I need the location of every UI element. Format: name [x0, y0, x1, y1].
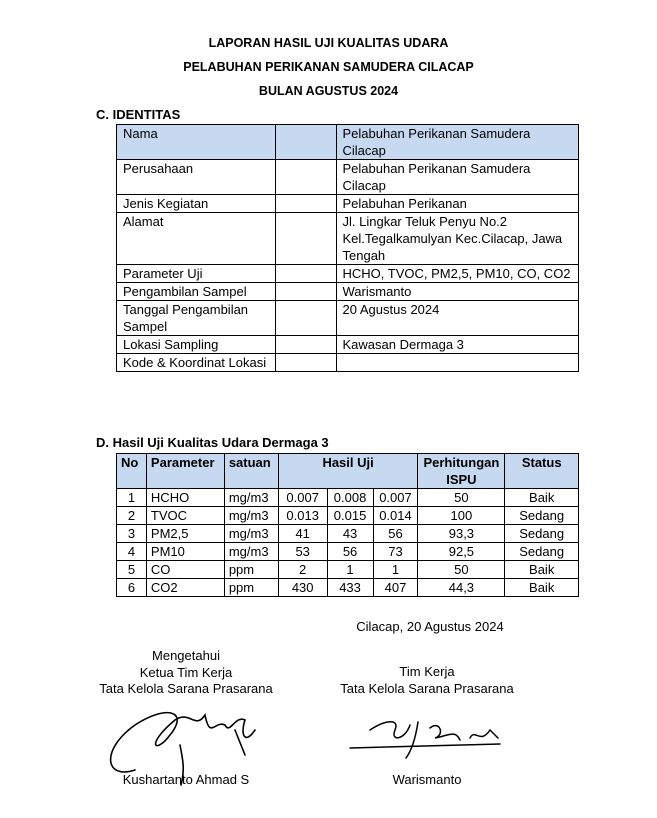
identitas-spacer — [275, 160, 336, 195]
right-sign-line2: Tata Kelola Sarana Prasarana — [340, 680, 514, 696]
hasil-table — [116, 453, 579, 597]
header-no: No — [117, 454, 147, 489]
hasil-row — [117, 525, 579, 543]
hasil-cell-satuan: ppm — [224, 579, 278, 597]
hasil-row — [117, 579, 579, 597]
hasil-cell-satuan: mg/m3 — [224, 507, 278, 525]
identitas-value: Kawasan Dermaga 3 — [336, 336, 579, 354]
identitas-label: Kode & Koordinat Lokasi — [117, 354, 276, 372]
left-sign-line1: Mengetahui — [152, 648, 220, 663]
hasil-row — [117, 489, 579, 507]
identitas-label: Alamat — [117, 213, 276, 265]
hasil-cell-h2: 433 — [327, 579, 373, 597]
right-signatory-block — [327, 664, 527, 697]
hasil-cell-h3: 0.014 — [373, 507, 418, 525]
identitas-value: 20 Agustus 2024 — [336, 301, 579, 336]
identitas-spacer — [275, 283, 336, 301]
identitas-spacer — [275, 125, 336, 160]
header-hasil-uji: Hasil Uji — [278, 454, 418, 489]
identitas-value — [336, 354, 579, 372]
hasil-cell-satuan: mg/m3 — [224, 543, 278, 561]
identitas-value: Pelabuhan Perikanan — [336, 195, 579, 213]
hasil-cell-h3: 407 — [373, 579, 418, 597]
hasil-cell-satuan: ppm — [224, 561, 278, 579]
hasil-cell-h2: 56 — [327, 543, 373, 561]
hasil-row — [117, 561, 579, 579]
left-sign-line3: Tata Kelola Sarana Prasarana — [99, 681, 273, 696]
header-status: Status — [505, 454, 579, 489]
hasil-cell-no: 4 — [117, 543, 147, 561]
hasil-cell-status: Baik — [505, 489, 579, 507]
section-identitas-heading: C. IDENTITAS — [96, 107, 181, 122]
identitas-row — [117, 213, 579, 265]
identitas-spacer — [275, 195, 336, 213]
hasil-row — [117, 507, 579, 525]
identitas-label: Tanggal Pengambilan Sampel — [117, 301, 276, 336]
hasil-cell-no: 5 — [117, 561, 147, 579]
identitas-value: HCHO, TVOC, PM2,5, PM10, CO, CO2 — [336, 265, 579, 283]
hasil-cell-h1: 41 — [278, 525, 327, 543]
hasil-cell-satuan: mg/m3 — [224, 489, 278, 507]
identitas-row — [117, 283, 579, 301]
hasil-cell-status: Sedang — [505, 525, 579, 543]
hasil-cell-parameter: HCHO — [146, 489, 224, 507]
hasil-cell-h3: 73 — [373, 543, 418, 561]
report-title: LAPORAN HASIL UJI KUALITAS UDARA — [208, 36, 449, 50]
hasil-cell-h3: 1 — [373, 561, 418, 579]
identitas-label: Nama — [117, 125, 276, 160]
hasil-cell-satuan: mg/m3 — [224, 525, 278, 543]
hasil-row — [117, 543, 579, 561]
hasil-cell-ispu: 93,3 — [418, 525, 505, 543]
identitas-value: Jl. Lingkar Teluk Penyu No.2 Kel.Tegalkamulyan Kec.Cilacap, Jawa Tengah — [336, 213, 579, 265]
hasil-cell-ispu: 50 — [418, 489, 505, 507]
hasil-cell-ispu: 44,3 — [418, 579, 505, 597]
hasil-cell-status: Baik — [505, 579, 579, 597]
hasil-cell-status: Sedang — [505, 507, 579, 525]
identitas-spacer — [275, 354, 336, 372]
identitas-row — [117, 160, 579, 195]
identitas-spacer — [275, 265, 336, 283]
identitas-table — [116, 124, 579, 372]
place-date: Cilacap, 20 Agustus 2024 — [356, 619, 504, 634]
hasil-cell-parameter: PM10 — [146, 543, 224, 561]
hasil-cell-parameter: PM2,5 — [146, 525, 224, 543]
hasil-cell-h1: 0.007 — [278, 489, 327, 507]
hasil-cell-ispu: 92,5 — [418, 543, 505, 561]
right-handwritten-signature — [340, 700, 520, 760]
identitas-value: Pelabuhan Perikanan Samudera Cilacap — [336, 125, 579, 160]
hasil-cell-ispu: 50 — [418, 561, 505, 579]
identitas-spacer — [275, 336, 336, 354]
hasil-cell-h1: 430 — [278, 579, 327, 597]
hasil-cell-no: 6 — [117, 579, 147, 597]
identitas-row — [117, 301, 579, 336]
hasil-cell-ispu: 100 — [418, 507, 505, 525]
hasil-cell-status: Sedang — [505, 543, 579, 561]
hasil-cell-parameter: CO — [146, 561, 224, 579]
section-hasil-heading: D. Hasil Uji Kualitas Udara Dermaga 3 — [96, 435, 329, 450]
header-satuan: satuan — [224, 454, 278, 489]
identitas-label: Lokasi Sampling — [117, 336, 276, 354]
hasil-cell-h3: 56 — [373, 525, 418, 543]
report-subtitle: PELABUHAN PERIKANAN SAMUDERA CILACAP — [183, 60, 474, 74]
hasil-cell-h2: 43 — [327, 525, 373, 543]
report-period: BULAN AGUSTUS 2024 — [258, 84, 399, 98]
identitas-row — [117, 265, 579, 283]
hasil-cell-h2: 0.015 — [327, 507, 373, 525]
identitas-value: Warismanto — [336, 283, 579, 301]
hasil-cell-no: 1 — [117, 489, 147, 507]
identitas-label: Jenis Kegiatan — [117, 195, 276, 213]
hasil-cell-h1: 2 — [278, 561, 327, 579]
hasil-cell-parameter: TVOC — [146, 507, 224, 525]
hasil-cell-parameter: CO2 — [146, 579, 224, 597]
identitas-spacer — [275, 301, 336, 336]
hasil-cell-status: Baik — [505, 561, 579, 579]
identitas-row — [117, 125, 579, 160]
hasil-cell-no: 2 — [117, 507, 147, 525]
header-parameter: Parameter — [146, 454, 224, 489]
hasil-cell-h2: 0.008 — [327, 489, 373, 507]
left-sign-line2: Ketua Tim Kerja — [139, 664, 233, 680]
hasil-cell-h2: 1 — [327, 561, 373, 579]
identitas-label: Pengambilan Sampel — [117, 283, 276, 301]
right-signatory-name: Warismanto — [392, 772, 462, 787]
hasil-cell-no: 3 — [117, 525, 147, 543]
left-signatory-name: Kushartanto Ahmad S — [122, 772, 250, 787]
identitas-value: Pelabuhan Perikanan Samudera Cilacap — [336, 160, 579, 195]
hasil-cell-h3: 0.007 — [373, 489, 418, 507]
identitas-row — [117, 195, 579, 213]
hasil-cell-h1: 0.013 — [278, 507, 327, 525]
identitas-row — [117, 354, 579, 372]
header-ispu: Perhitungan ISPU — [418, 454, 505, 489]
hasil-cell-h1: 53 — [278, 543, 327, 561]
identitas-row — [117, 336, 579, 354]
identitas-spacer — [275, 213, 336, 265]
identitas-label: Perusahaan — [117, 160, 276, 195]
right-sign-line1: Tim Kerja — [399, 664, 455, 679]
identitas-label: Parameter Uji — [117, 265, 276, 283]
